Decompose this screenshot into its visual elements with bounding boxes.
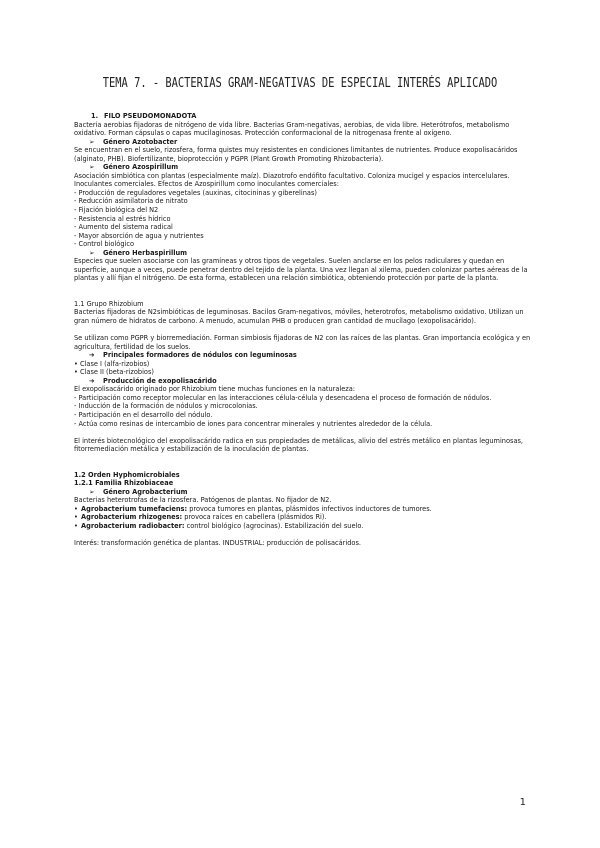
section-1-1-intro: Bacterias fijadoras de N2simbióticas de leguminosas. Bacilos Gram-negativos, móviles, heterotrofos, metabolismo oxidativo. Utilizan un gran número de hidratos de carbono. A menudo, acumulan PHB o producen gran cantidad de mucílago (exopolisacárido). [74, 308, 524, 326]
list-item: - Reducción asimilatoria de nitrato [74, 197, 188, 206]
agrobacterium-list [74, 505, 536, 531]
azospirillum-title: Género Azospirillum [103, 163, 179, 172]
section-1-heading [74, 112, 536, 121]
list-item [74, 505, 536, 514]
exopolisacarido-heading [74, 377, 536, 386]
interes-agrobacterium: Interés: transformación genética de plantas. INDUSTRIAL: producción de polisacáridos. [74, 539, 361, 548]
arrow-bullet-icon: ➢ [89, 487, 95, 496]
agrobacterium-text: Bacterias heterotrofas de la rizosfera. Patógenos de plantas. No fijador de N2. [74, 496, 332, 505]
interes-biotecnologico: El interés biotecnológico del exopolisacárido radica en sus propiedades de metálicas, alivio del estrés metálico en plantas leguminosas, fitorremediación metálica y estabilización de la inoculación de plantas. [74, 436, 524, 454]
nodulos-title: Principales formadores de nódulos con leguminosas [103, 351, 297, 360]
species-description: provoca tumores en plantas, plásmidos infectivos inductores de tumores. [187, 504, 432, 513]
herbaspirillum-text: Especies que suelen asociarse con las gramíneas y otros tipos de vegetales. Suelen anclarse en los pelos radiculares y quedan en superficie, aunque a veces, puede penetrar dentro del tejido de la planta. Una vez llegan al xilema, pueden colonizar partes aéreas de la plantas y allí fijan el nitrógeno. De esta forma, establecen una relación simbiótica, obteniendo protección por parte de la planta. [74, 257, 528, 283]
species-name: Agrobacterium radiobacter: [81, 521, 185, 530]
agrobacterium-heading [74, 488, 536, 497]
section-1-intro: Bacteria aerobias fijadoras de nitrógeno de vida libre. Bacterias Gram-negativas, aerobias, de vida libre. Heterótrofos, metabolismo oxidativo. Forman cápsulas o capas mucilaginosas. Protección conformacional de la nitrogenasa frente al oxígeno. [74, 120, 510, 138]
agrobacterium-title: Género Agrobacterium [103, 487, 188, 496]
exopolisacarido-list [74, 394, 536, 428]
species-name: Agrobacterium tumefaciens: [81, 504, 188, 513]
azospirillum-list [74, 189, 536, 249]
list-item: - Aumento del sistema radical [74, 223, 173, 232]
azospirillum-heading [74, 163, 536, 172]
document-body [74, 112, 536, 548]
arrow-bullet-icon: ➢ [89, 248, 95, 257]
section-1-1-pgpr: Se utilizan como PGPR y biorremediación. Forman simbiosis fijadoras de N2 con las raíces de las plantas. Gran importancia ecológica y en agricultura, fertilidad de los suelos. [74, 334, 531, 351]
section-1-1-heading: 1.1 Grupo Rhizobium [74, 299, 144, 308]
page-title: TEMA 7. - BACTERIAS GRAM-NEGATIVAS DE ESPECIAL INTERÉS APLICADO [102, 76, 498, 91]
section-1-2-heading: 1.2 Orden Hyphomicrobiales [74, 470, 180, 479]
species-description: provoca raíces en cabellera (plásmidos Ri). [182, 513, 327, 522]
list-item: - Control biológico [74, 240, 135, 249]
page-number: 1 [519, 797, 526, 808]
arrow-bullet-icon: ➔ [89, 351, 95, 360]
list-item: - Resistencia al estrés hídrico [74, 214, 171, 223]
list-item: - Actúa como resinas de intercambio de iones para concentrar minerales y nutrientes alrededor de la célula. [74, 419, 433, 428]
arrow-bullet-icon: ➔ [89, 376, 95, 385]
arrow-bullet-icon: ➢ [89, 163, 95, 172]
nodulos-heading [74, 351, 536, 360]
section-1-number: 1. [91, 112, 99, 120]
azotobacter-text: Se encuentran en el suelo, rizosfera, forma quistes muy resistentes en condiciones limitantes de nutrientes. Produce exopolisacáridos (alginato, PHB). Biofertilizante, bioprotección y PGPR (Plant Growth Promoting Rhizobacteria). [74, 146, 518, 163]
azotobacter-heading [74, 138, 536, 147]
list-item: - Fijación biológica del N2 [74, 206, 159, 215]
exopolisacarido-title: Producción de exopolisacárido [103, 376, 217, 385]
species-name: Agrobacterium rhizogenes: [81, 513, 183, 522]
azotobacter-title: Género Azotobacter [103, 137, 178, 146]
herbaspirillum-title: Género Herbaspirillum [103, 248, 188, 257]
arrow-bullet-icon: ➢ [89, 137, 95, 146]
list-item: - Participación en el desarrollo del nódulo. [74, 411, 213, 419]
list-item: - Producción de reguladores vegetales (auxinas, citocininas y giberelinas) [74, 188, 317, 197]
azospirillum-text: Asociación simbiótica con plantas (especialmente maíz). Diazotrofo endófito facultativo. Coloniza mucigel y espacios intercelulares. Inoculantes comerciales. Efectos de Azospirillum como inoculantes comerciales: [74, 171, 510, 189]
section-1-2-1-heading: 1.2.1 Familia Rhizobiaceae [74, 479, 174, 488]
species-description: control biológico (agrocinas). Estabilización del suelo. [184, 521, 364, 530]
section-1-title: FILO PSEUDOMONADOTA [104, 112, 197, 120]
list-item: • Clase II (beta-rizobios) [74, 368, 154, 377]
list-item [74, 522, 536, 531]
list-item: - Inducción de la formación de nódulos y microcolonias. [74, 402, 258, 411]
nodulos-list [74, 360, 536, 377]
list-item: • Clase I (alfa-rizobios) [74, 359, 150, 368]
exopolisacarido-text: El exopolisacárido originado por Rhizobium tiene muchas funciones en la naturaleza: [74, 385, 355, 394]
list-item [74, 513, 536, 522]
list-item: - Mayor absorción de agua y nutrientes [74, 231, 204, 240]
herbaspirillum-heading [74, 249, 536, 258]
list-item: - Participación como receptor molecular en las interacciones célula-célula y desencadena el proceso de formación de nódulos. [74, 393, 492, 402]
